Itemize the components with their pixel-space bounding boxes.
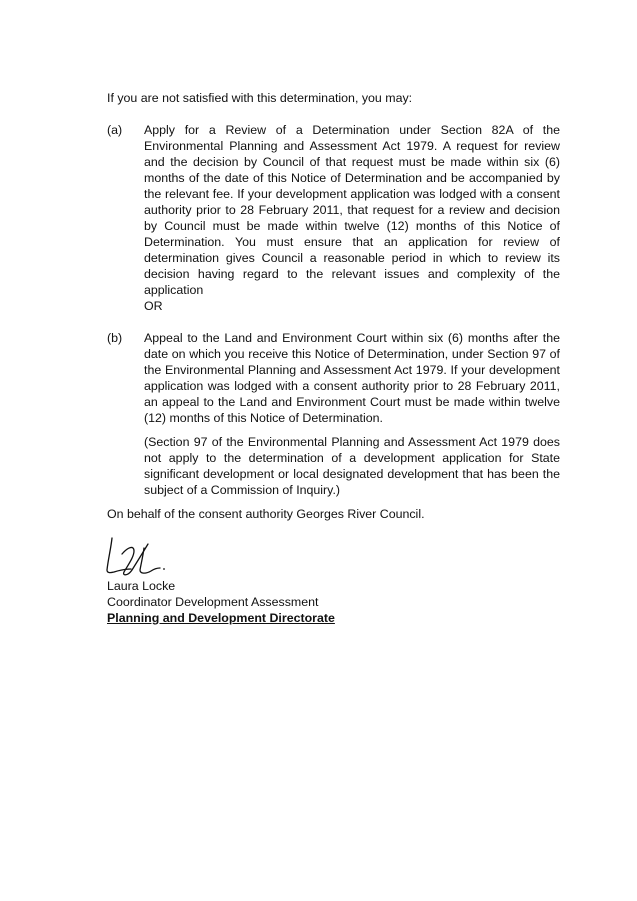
handwritten-signature bbox=[104, 532, 168, 578]
option-b-marker: (b) bbox=[107, 331, 123, 345]
closing-statement: On behalf of the consent authority Georges River Council. bbox=[107, 507, 425, 521]
intro-text: If you are not satisfied with this determination, you may: bbox=[107, 91, 413, 105]
option-a-marker: (a) bbox=[107, 123, 123, 137]
signatory-title: Coordinator Development Assessment bbox=[107, 595, 319, 609]
option-a-text: Apply for a Review of a Determination under Section 82A of the Environmental Planning and Assessment Act 1979. A request for review and the decision by Council of that request must be made within six (6) months of the date of this Notice of Determination and be accompanied by the relevant fee. If your development application was lodged with a consent authority prior to 28 February 2011, that request for a review and decision by Council must be made within twelve (12) months of this Notice of Determination. You must ensure that an application for review of determination gives Council a reasonable period in which to review its decision having regard to the relevant issues and complexity of the application bbox=[144, 123, 560, 297]
or-separator: OR bbox=[144, 299, 163, 313]
option-b-note: (Section 97 of the Environmental Planning and Assessment Act 1979 does not apply to the determination of a development application for State significant development or local designated development that has been the subject of a Commission of Inquiry.) bbox=[144, 435, 560, 497]
signatory-name: Laura Locke bbox=[107, 579, 176, 593]
option-b-text: Appeal to the Land and Environment Court within six (6) months after the date on which you receive this Notice of Determination, under Section 97 of the Environmental Planning and Assessment Act 1979. If your development application was lodged with a consent authority prior to 28 February 2011, an appeal to the Land and Environment Court must be made within twelve (12) months of this Notice of Determination. bbox=[144, 331, 560, 425]
signatory-department: Planning and Development Directorate bbox=[107, 611, 335, 625]
